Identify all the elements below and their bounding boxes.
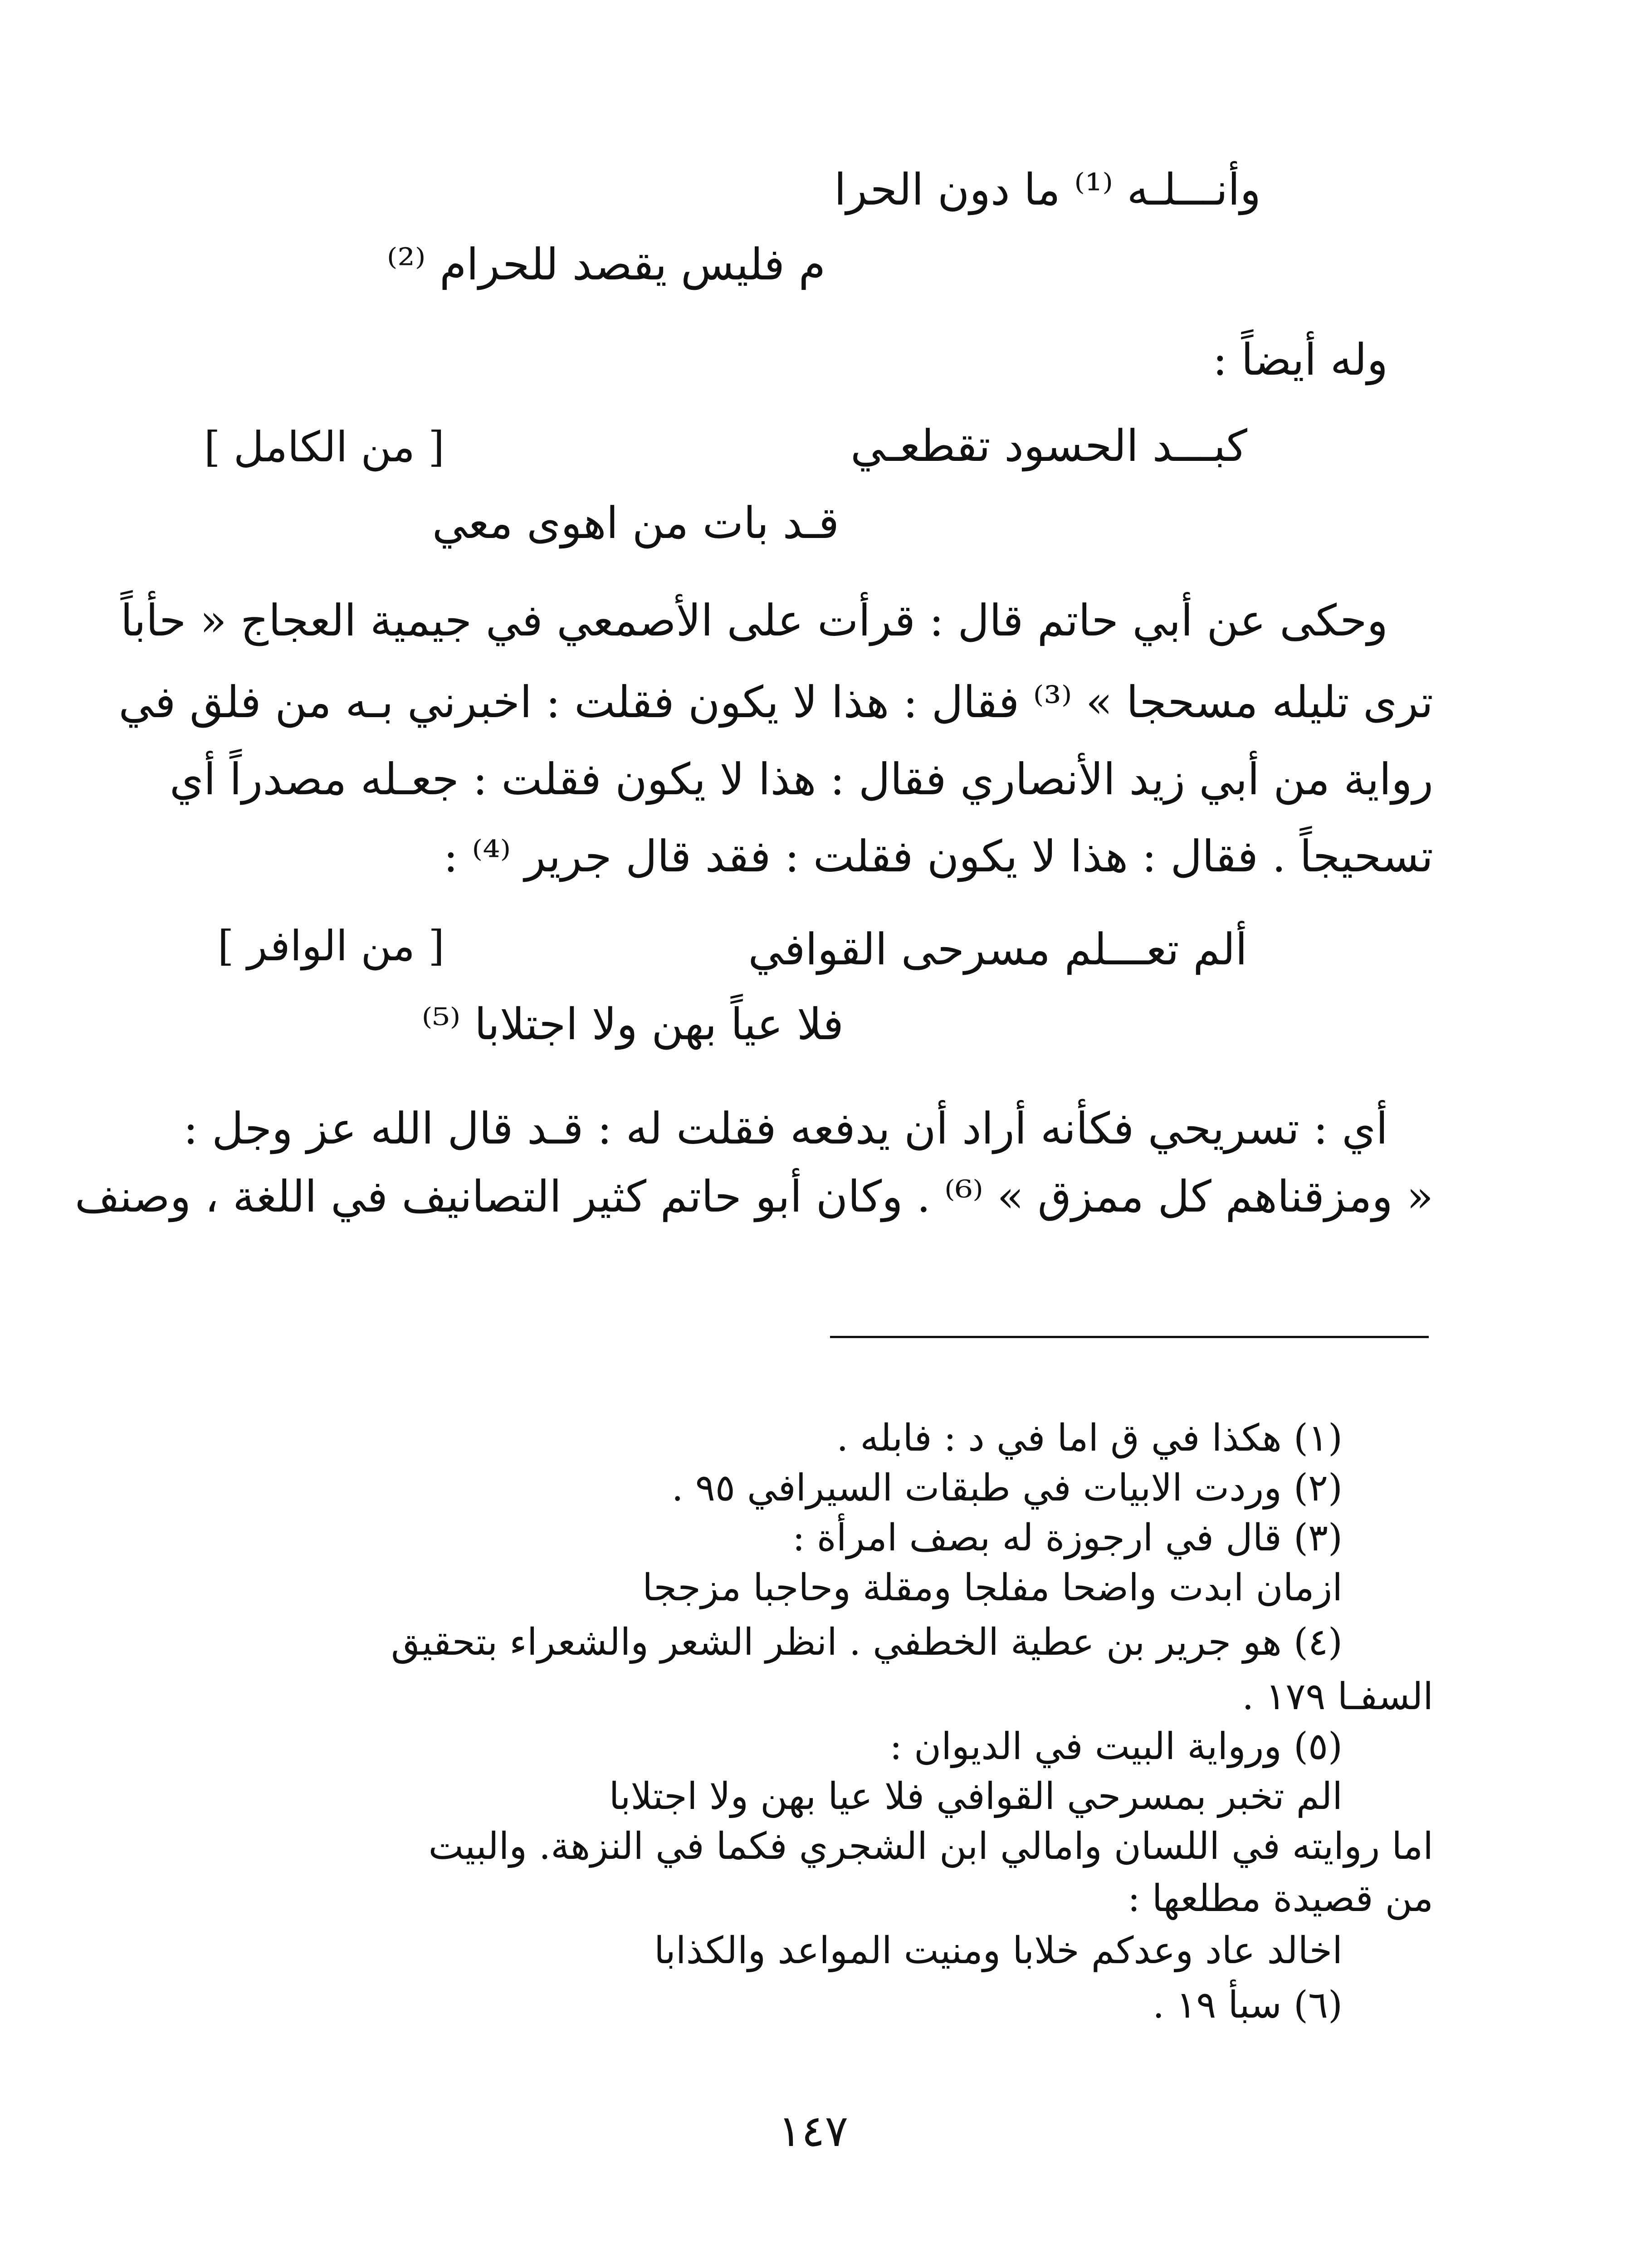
footnote-1: (١) هكذا في ق اما في د : فابله . <box>836 1417 1343 1460</box>
footnote-3: (٣) قال في ارجوزة له بصف امرأة : <box>792 1516 1343 1559</box>
footnote-5-cont2: من قصيدة مطلعها : <box>1128 1877 1433 1920</box>
footnote-5-cont: اما روايته في اللسان وامالي ابن الشجري فكما في النزهة. والبيت <box>428 1825 1433 1868</box>
footnote-4: (٤) هو جرير بن عطية الخطفي . انظر الشعر والشعراء بتحقيق <box>391 1621 1343 1664</box>
paragraph1-line1: وحكى عن أبي حاتم قال : قرأت على الأصمعي في جيمية العجاج « حأباً <box>120 595 1388 646</box>
paragraph1-line4: تسحيجاً . فقال : هذا لا يكون فقلت : فقد قال جرير ⁽⁴⁾ : <box>443 831 1433 882</box>
verse3-meter: [ من الوافر ] <box>217 922 444 970</box>
footnote-6: (٦) سبأ ١٩ . <box>1153 1984 1343 2027</box>
verse2-line2: قـد بات من اهوى معي <box>432 498 839 548</box>
paragraph1-line2: ترى تليله مسحجا » ⁽³⁾ فقال : هذا لا يكون فقلت : اخبرني بـه من فلق في <box>118 677 1433 728</box>
verse3-line2: فلا عياً بهن ولا اجتلابا ⁽⁵⁾ <box>421 999 844 1050</box>
footnote-4-cont: السفـا ١٧٩ . <box>1242 1675 1433 1718</box>
verse3-line1: ألم تعـــلم مسرحى القوافي <box>748 924 1247 975</box>
paragraph2-line1: أي : تسريحي فكأنه أراد أن يدفعه فقلت له : قـد قال الله عز وجل : <box>183 1103 1388 1154</box>
footnote-separator <box>830 1336 1429 1338</box>
footnote-3-verse: ازمان ابدت واضحا مفلجا ومقلة وحاجبا مزججا <box>642 1566 1343 1609</box>
page-number: ١٤٧ <box>778 2106 848 2156</box>
paragraph2-line2: « ومزقناهم كل ممزق » ⁽⁶⁾ . وكان أبو حاتم كثير التصانيف في اللغة ، وصنف <box>74 1171 1433 1222</box>
verse1-line1: وأنـــلـه ⁽¹⁾ ما دون الحرا <box>834 164 1261 215</box>
verse-intro: وله أيضاً : <box>1212 334 1388 385</box>
footnote-2: (٢) وردت الابيات في طبقات السيرافي ٩٥ . <box>671 1466 1343 1510</box>
verse2-meter: [ من الكامل ] <box>204 423 444 471</box>
footnote-5-verse: الم تخبر بمسرحي القوافي فلا عيا بهن ولا اجتلابا <box>609 1775 1343 1818</box>
verse1-line2: م فليس يقصد للحرام ⁽²⁾ <box>386 239 826 290</box>
footnote-5: (٥) ورواية البيت في الديوان : <box>889 1725 1343 1768</box>
paragraph1-line3: رواية من أبي زيد الأنصاري فقال : هذا لا يكون فقلت : جعـله مصدراً أي <box>169 754 1433 805</box>
footnote-5-verse2: اخالد عاد وعدكم خلابا ومنيت المواعد والكذابا <box>654 1929 1343 1972</box>
verse2-line1: كبـــد الحسود تقطعـي <box>850 420 1247 471</box>
